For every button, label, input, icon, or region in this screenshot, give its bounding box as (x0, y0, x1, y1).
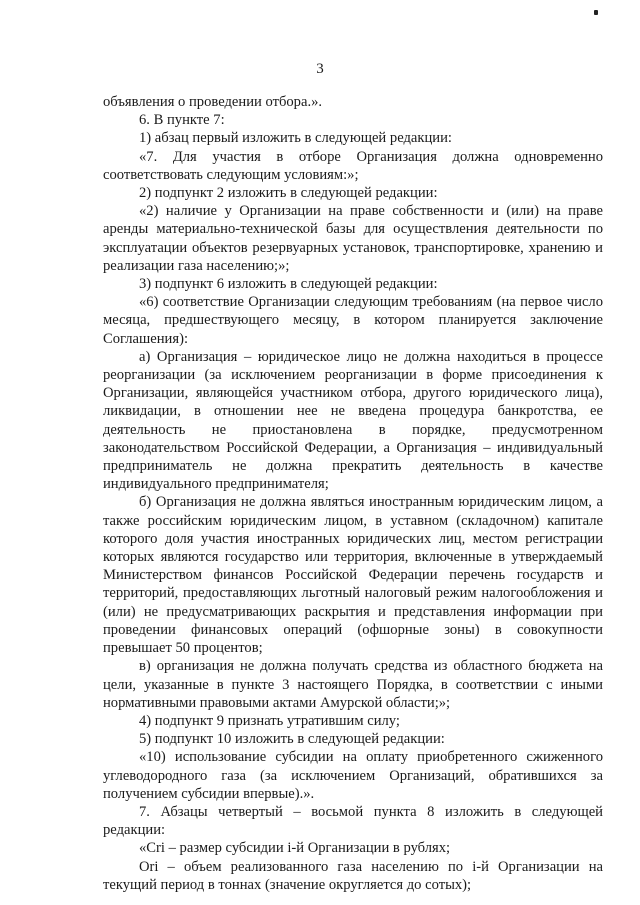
paragraph: 6. В пункте 7: (139, 112, 225, 129)
document-body (103, 93, 603, 894)
paragraph: «7. Для участия в отборе Организация должна одновременно соответствовать следующим условиям:»; (103, 148, 603, 183)
paragraph: объявления о проведении отбора.». (103, 94, 323, 110)
paragraph: 4) подпункт 9 признать утратившим силу; (139, 712, 400, 729)
paragraph: «10) использование субсидии на оплату приобретенного сжиженного углеводородного газа (за исключением Организаций, обратившихся за получением субсидии впервые).». (103, 749, 603, 802)
paragraph: 2) подпункт 2 изложить в следующей редакции: (139, 185, 438, 202)
paragraph: «6) соответствие Организации следующим требованиям (на первое число месяца, предшествующего месяцу, в котором планируется заключение Соглашения): (103, 294, 603, 347)
paragraph: Оri – объем реализованного газа населению по i-й Организации на текущий период в тоннах (значение округляется до сотых); (103, 858, 603, 893)
page-number: 3 (316, 61, 324, 77)
paragraph: а) Организация – юридическое лицо не должна находиться в процессе реорганизации (за исключением реорганизации в форме присоединения к Организации, являющейся участником отбора, другого юридического лица), ликвидации, в отношении нее не введена процедура банкротства, ее деятельность не приостановлена в порядке, предусмотренном законодательством Российской Федерации, а Организация – индивидуальный предприниматель не должна прекратить деятельность в качестве индивидуального предпринимателя; (103, 348, 603, 493)
paragraph: «Сri – размер субсидии i-й Организации в рублях; (139, 840, 451, 857)
scan-speck (594, 10, 598, 15)
paragraph: 7. Абзацы четвертый – восьмой пункта 8 изложить в следующей редакции: (103, 803, 603, 839)
paragraph: в) организация не должна получать средства из областного бюджета на цели, указанные в пункте 3 настоящего Порядка, в соответствии с иными нормативными правовыми актами Амурской области;»; (103, 658, 603, 711)
paragraph: б) Организация не должна являться иностранным юридическим лицом, а также российским юридическим лицом, в уставном (складочном) капитале которого доля участия иностранных юридических лиц, местом регистрации которых являются государство или территория, включенные в утверждаемый Министерством финансов Российской Федерации перечень государств и территорий, предоставляющих льготный налоговый режим налогообложения и (или) не предусматривающих раскрытия и представления информации при проведении финансовых операций (офшорные зоны) в совокупности превышает 50 процентов; (103, 494, 603, 657)
paragraph: 3) подпункт 6 изложить в следующей редакции: (139, 276, 438, 293)
paragraph: 1) абзац первый изложить в следующей редакции: (139, 130, 452, 147)
paragraph: «2) наличие у Организации на праве собственности и (или) на праве аренды материально-технической базы для осуществления деятельности по эксплуатации объектов резервуарных установок, транспортировке, хранению и реализации газа населению;»; (103, 203, 603, 274)
paragraph: 5) подпункт 10 изложить в следующей редакции: (139, 731, 445, 748)
